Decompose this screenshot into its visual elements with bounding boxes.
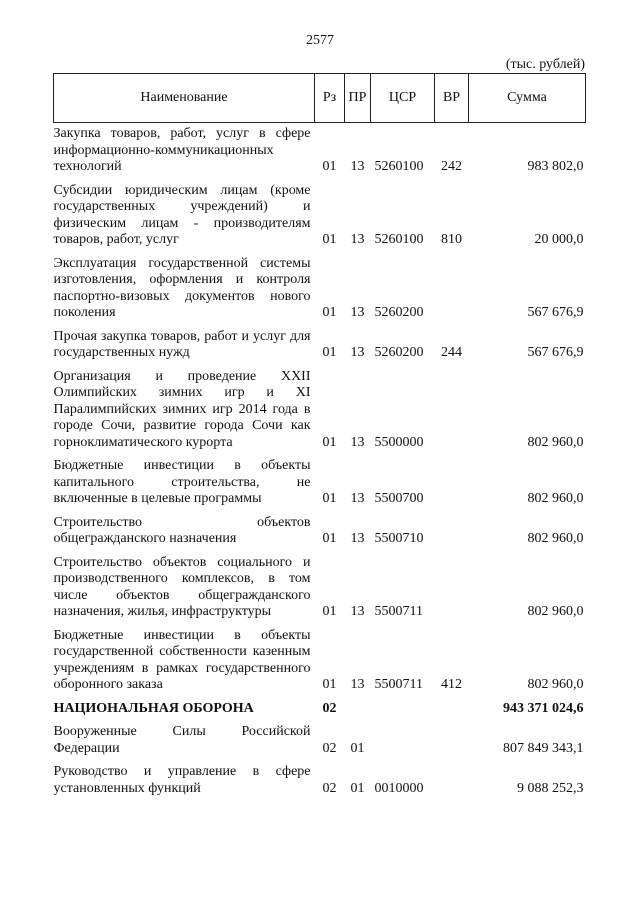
table-row bbox=[54, 512, 586, 552]
table-row bbox=[54, 180, 586, 253]
row-pr: 13 bbox=[350, 491, 365, 506]
row-pr: 13 bbox=[350, 159, 365, 174]
row-rz: 01 bbox=[322, 345, 337, 360]
row-vr bbox=[435, 761, 469, 801]
table-body bbox=[54, 123, 586, 802]
row-rz: 01 bbox=[322, 604, 337, 619]
units-label: (тыс. рублей) bbox=[505, 57, 585, 72]
table-header bbox=[54, 74, 586, 123]
row-csr: 0010000 bbox=[374, 780, 424, 796]
row-csr: 5260100 bbox=[374, 232, 424, 247]
row-vr: 810 bbox=[441, 232, 462, 247]
row-csr: 5260200 bbox=[374, 345, 424, 360]
header-pr: ПР bbox=[345, 74, 371, 123]
row-pr: 13 bbox=[350, 232, 365, 247]
row-csr: 5500711 bbox=[374, 677, 423, 692]
header-csr: ЦСР bbox=[371, 74, 435, 123]
row-csr: 5260200 bbox=[374, 305, 424, 320]
row-vr bbox=[435, 552, 469, 625]
row-rz: 02 bbox=[322, 700, 337, 716]
row-rz: 01 bbox=[322, 305, 337, 320]
table-row bbox=[54, 455, 586, 512]
row-vr: 412 bbox=[441, 677, 462, 692]
table-row bbox=[54, 721, 586, 761]
row-pr: 01 bbox=[350, 780, 365, 796]
row-sum: 802 960,0 bbox=[527, 491, 584, 506]
row-rz: 01 bbox=[322, 232, 337, 247]
row-rz: 02 bbox=[322, 740, 337, 756]
row-sum: 567 676,9 bbox=[527, 345, 584, 360]
table-row bbox=[54, 326, 586, 366]
page-number: 2577 bbox=[306, 33, 334, 48]
table-row bbox=[54, 253, 586, 326]
budget-table bbox=[53, 73, 586, 801]
row-csr: 5500000 bbox=[374, 434, 424, 450]
table-row bbox=[54, 366, 586, 456]
row-pr: 13 bbox=[350, 677, 365, 692]
row-rz: 01 bbox=[322, 491, 337, 506]
row-vr: 244 bbox=[441, 345, 462, 360]
row-csr bbox=[371, 698, 435, 722]
row-csr: 5500711 bbox=[374, 604, 423, 619]
row-sum: 802 960,0 bbox=[527, 531, 584, 546]
row-name: Эксплуатация государственной системы изготовления, оформления и контроля паспортно-визовых документов нового поколения bbox=[53, 255, 311, 320]
row-name: Руководство и управление в сфере установленных функций bbox=[53, 764, 311, 796]
row-rz: 02 bbox=[322, 780, 337, 796]
table-row bbox=[54, 625, 586, 698]
table-row bbox=[54, 761, 586, 801]
row-rz: 01 bbox=[322, 434, 337, 450]
row-name: НАЦИОНАЛЬНАЯ ОБОРОНА bbox=[53, 700, 254, 716]
row-pr: 13 bbox=[350, 305, 365, 320]
row-name: Закупка товаров, работ, услуг в сфере информационно-коммуникационных технологий bbox=[53, 126, 311, 174]
row-name: Строительство объектов социального и производственного комплексов, в том числе объектов общегражданского назначения, жилья, инфраструктуры bbox=[53, 554, 311, 619]
row-name: Бюджетные инвестиции в объекты капитального строительства, не включенные в целевые программы bbox=[53, 458, 311, 506]
row-sum: 802 960,0 bbox=[527, 604, 584, 619]
row-vr bbox=[435, 366, 469, 456]
table-row bbox=[54, 552, 586, 625]
row-pr: 13 bbox=[350, 345, 365, 360]
row-pr: 01 bbox=[350, 740, 365, 756]
row-name: Строительство объектов общегражданского назначения bbox=[53, 514, 311, 546]
row-pr: 13 bbox=[350, 434, 365, 450]
row-sum: 567 676,9 bbox=[527, 305, 584, 320]
row-name: Вооруженные Силы Российской Федерации bbox=[53, 724, 311, 756]
row-name: Бюджетные инвестиции в объекты государственной собственности казенным учреждениям в рамках государственного оборонного заказа bbox=[53, 627, 311, 692]
header-name: Наименование bbox=[54, 74, 315, 123]
row-csr bbox=[371, 721, 435, 761]
row-pr: 13 bbox=[350, 531, 365, 546]
row-sum: 983 802,0 bbox=[527, 159, 584, 174]
row-sum: 943 371 024,6 bbox=[503, 700, 584, 716]
table-row bbox=[54, 123, 586, 180]
row-sum: 20 000,0 bbox=[534, 232, 584, 247]
row-rz: 01 bbox=[322, 159, 337, 174]
row-vr bbox=[435, 455, 469, 512]
row-rz: 01 bbox=[322, 677, 337, 692]
row-name: Прочая закупка товаров, работ и услуг для государственных нужд bbox=[53, 328, 311, 360]
table-row-section bbox=[54, 698, 586, 722]
row-vr: 242 bbox=[441, 159, 462, 174]
row-vr bbox=[435, 698, 469, 722]
row-sum: 802 960,0 bbox=[527, 677, 584, 692]
row-rz: 01 bbox=[322, 531, 337, 546]
row-vr bbox=[435, 512, 469, 552]
row-sum: 9 088 252,3 bbox=[517, 780, 584, 796]
row-csr: 5500710 bbox=[374, 531, 424, 546]
row-pr bbox=[345, 698, 371, 722]
row-vr bbox=[435, 253, 469, 326]
header-rz: Рз bbox=[315, 74, 345, 123]
row-csr: 5500700 bbox=[374, 491, 424, 506]
row-sum: 807 849 343,1 bbox=[503, 740, 584, 756]
row-sum: 802 960,0 bbox=[527, 434, 584, 450]
row-name: Организация и проведение XXII Олимпийских зимних игр и XI Паралимпийских зимних игр 2014 года в городе Сочи, развитие города Сочи как горноклиматического курорта bbox=[53, 368, 311, 450]
row-csr: 5260100 bbox=[374, 159, 424, 174]
header-vr: ВР bbox=[435, 74, 469, 123]
row-name: Субсидии юридическим лицам (кроме государственных учреждений) и физическим лицам - производителям товаров, работ, услуг bbox=[53, 182, 311, 247]
header-sum: Сумма bbox=[469, 74, 586, 123]
row-vr bbox=[435, 721, 469, 761]
row-pr: 13 bbox=[350, 604, 365, 619]
